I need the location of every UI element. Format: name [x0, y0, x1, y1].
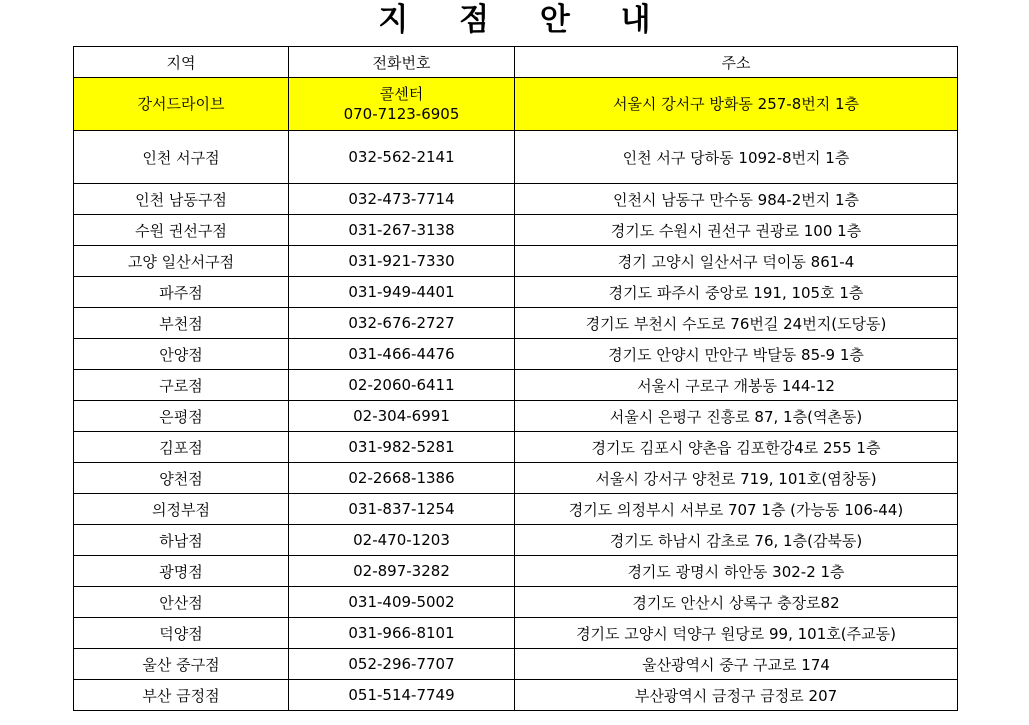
branch-region: 은평점 — [74, 401, 289, 432]
branch-address: 울산광역시 중구 구교로 174 — [515, 649, 958, 680]
branch-address: 인천시 남동구 만수동 984-2번지 1층 — [515, 184, 958, 215]
branch-address: 경기도 안양시 만안구 박달동 85-9 1층 — [515, 339, 958, 370]
branch-address: 경기도 부천시 수도로 76번길 24번지(도당동) — [515, 308, 958, 339]
branch-region: 구로점 — [74, 370, 289, 401]
branch-address: 경기도 의정부시 서부로 707 1층 (가능동 106-44) — [515, 494, 958, 525]
table-row — [74, 680, 958, 711]
branch-region: 김포점 — [74, 432, 289, 463]
branch-region: 부산 금정점 — [74, 680, 289, 711]
branch-region: 안산점 — [74, 587, 289, 618]
featured-phone: 070-7123-6905 — [343, 105, 460, 123]
branch-region: 양천점 — [74, 463, 289, 494]
branch-region: 의정부점 — [74, 494, 289, 525]
featured-address: 서울시 강서구 방화동 257-8번지 1층 — [515, 78, 958, 131]
branch-phone: 031-949-4401 — [289, 277, 515, 308]
branch-phone: 031-837-1254 — [289, 494, 515, 525]
branch-address: 서울시 강서구 양천로 719, 101호(염창동) — [515, 463, 958, 494]
table-row — [74, 463, 958, 494]
branch-address: 경기도 파주시 중앙로 191, 105호 1층 — [515, 277, 958, 308]
branch-phone: 02-470-1203 — [289, 525, 515, 556]
featured-phone-label: 콜센터 — [379, 85, 424, 103]
featured-region: 강서드라이브 — [74, 78, 289, 131]
branch-table — [73, 46, 958, 711]
header-address: 주소 — [515, 47, 958, 78]
table-row — [74, 277, 958, 308]
table-row — [74, 246, 958, 277]
branch-phone: 031-966-8101 — [289, 618, 515, 649]
featured-branch-row — [74, 78, 958, 131]
branch-list — [74, 78, 958, 711]
branch-phone: 031-409-5002 — [289, 587, 515, 618]
table-row — [74, 525, 958, 556]
branch-phone: 052-296-7707 — [289, 649, 515, 680]
table-row — [74, 339, 958, 370]
branch-region: 부천점 — [74, 308, 289, 339]
table-row — [74, 649, 958, 680]
branch-region: 파주점 — [74, 277, 289, 308]
branch-address: 경기도 고양시 덕양구 원당로 99, 101호(주교동) — [515, 618, 958, 649]
branch-phone: 031-466-4476 — [289, 339, 515, 370]
branch-address: 경기도 김포시 양촌읍 김포한강4로 255 1층 — [515, 432, 958, 463]
branch-region: 인천 남동구점 — [74, 184, 289, 215]
branch-address: 경기도 안산시 상록구 충장로82 — [515, 587, 958, 618]
branch-region: 인천 서구점 — [74, 131, 289, 184]
branch-region: 덕양점 — [74, 618, 289, 649]
table-row — [74, 131, 958, 184]
table-row — [74, 618, 958, 649]
table-row — [74, 308, 958, 339]
table-row — [74, 184, 958, 215]
branch-phone: 031-982-5281 — [289, 432, 515, 463]
table-row — [74, 556, 958, 587]
table-row — [74, 587, 958, 618]
branch-phone: 031-267-3138 — [289, 215, 515, 246]
table-row — [74, 215, 958, 246]
branch-address: 경기도 하남시 감초로 76, 1층(감북동) — [515, 525, 958, 556]
branch-region: 하남점 — [74, 525, 289, 556]
branch-region: 울산 중구점 — [74, 649, 289, 680]
branch-phone: 02-2668-1386 — [289, 463, 515, 494]
branch-phone: 032-562-2141 — [289, 131, 515, 184]
branch-phone: 032-676-2727 — [289, 308, 515, 339]
table-row — [74, 432, 958, 463]
table-row — [74, 494, 958, 525]
branch-address: 인천 서구 당하동 1092-8번지 1층 — [515, 131, 958, 184]
branch-phone: 031-921-7330 — [289, 246, 515, 277]
branch-address: 서울시 은평구 진흥로 87, 1층(역촌동) — [515, 401, 958, 432]
branch-address: 서울시 구로구 개봉동 144-12 — [515, 370, 958, 401]
branch-phone: 051-514-7749 — [289, 680, 515, 711]
branch-address: 경기도 광명시 하안동 302-2 1층 — [515, 556, 958, 587]
branch-address: 부산광역시 금정구 금정로 207 — [515, 680, 958, 711]
branch-phone: 02-897-3282 — [289, 556, 515, 587]
table-row — [74, 401, 958, 432]
page-title: 지 점 안 내 — [378, 2, 671, 38]
branch-address: 경기도 수원시 권선구 권광로 100 1층 — [515, 215, 958, 246]
header-phone: 전화번호 — [289, 47, 515, 78]
branch-phone: 032-473-7714 — [289, 184, 515, 215]
branch-region: 수원 권선구점 — [74, 215, 289, 246]
branch-phone: 02-2060-6411 — [289, 370, 515, 401]
table-header-row — [74, 47, 958, 78]
branch-region: 광명점 — [74, 556, 289, 587]
table-row — [74, 370, 958, 401]
branch-phone: 02-304-6991 — [289, 401, 515, 432]
branch-address: 경기 고양시 일산서구 덕이동 861-4 — [515, 246, 958, 277]
header-region: 지역 — [74, 47, 289, 78]
branch-region: 고양 일산서구점 — [74, 246, 289, 277]
branch-region: 안양점 — [74, 339, 289, 370]
featured-phone-cell — [289, 78, 515, 131]
